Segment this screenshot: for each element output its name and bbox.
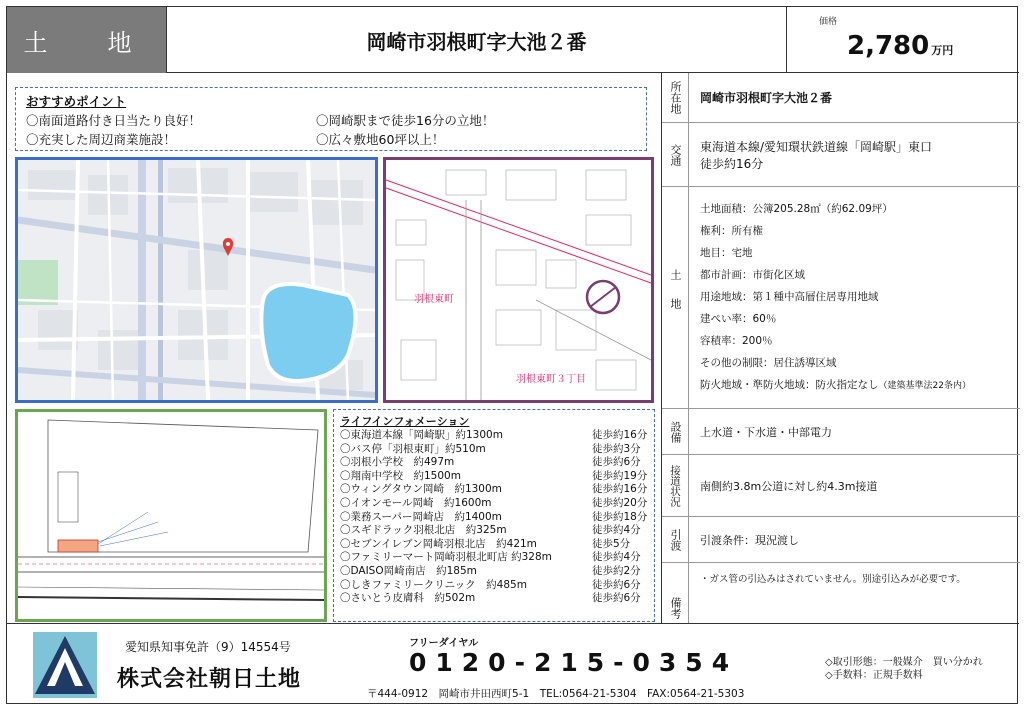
lifeline-walk: 徒歩約2分	[592, 564, 641, 577]
land-items	[700, 187, 1016, 408]
traffic-line: 東海道本線/愛知環状鉄道線「岡崎駅」東口	[700, 139, 933, 154]
lifeline-place: 〇業務スーパー岡崎店 約1400m	[340, 510, 502, 523]
spec-value	[700, 73, 1016, 122]
map-label: 羽根東町３丁目	[516, 374, 586, 385]
lifeline-walk: 徒歩約6分	[592, 592, 641, 605]
recommend-title: おすすめポイント	[26, 94, 127, 109]
location-value: 岡崎市羽根町字大池２番	[700, 91, 833, 105]
recommend-item: 〇南面道路付き日当たり良好！	[26, 113, 202, 128]
lifeline-row	[340, 456, 648, 470]
lifeline-row	[340, 497, 648, 511]
lifeline-row	[340, 551, 648, 565]
lifeline-walk: 徒歩約4分	[592, 551, 641, 564]
land-item: 権利：所有権	[700, 225, 763, 237]
lifeline-row	[340, 579, 648, 593]
recommend-item: 〇充実した周辺商業施設！	[26, 132, 177, 147]
zoom-map	[383, 157, 654, 403]
spec-row-equip	[662, 409, 1020, 455]
lifeline-place: 〇翔南中学校 約1500m	[340, 469, 461, 482]
recommend-box	[15, 87, 647, 151]
freedial-label: フリーダイヤル	[409, 638, 479, 649]
land-item: 容積率：200％	[700, 335, 773, 347]
lifeline-place: 〇セブンイレブン岡崎羽根北店 約421m	[340, 537, 537, 550]
spec-row-land	[662, 187, 1020, 409]
trade-term: ◇取引形態：一般媒介 買い分かれ	[825, 657, 983, 668]
land-item: 用途地域：第１種中高層住居専用地域	[700, 291, 879, 303]
company-name: 株式会社朝日土地	[117, 667, 302, 692]
lifeline-row	[340, 483, 648, 497]
lifeline-row	[340, 443, 648, 457]
fire-note: （建築基準法22条内）	[878, 381, 971, 391]
lifeline-box	[333, 409, 655, 622]
spec-label	[662, 73, 689, 122]
lifeline-title: ライフインフォメーション	[340, 415, 470, 428]
area-map	[15, 157, 378, 403]
lifeline-walk: 徒歩約4分	[592, 524, 641, 537]
land-item: 地目：宅地	[700, 247, 753, 259]
lifeline-place: 〇さいとう皮膚科 約502m	[340, 592, 476, 605]
spec-label	[662, 123, 689, 186]
traffic-line: 徒歩約16分	[700, 156, 764, 171]
spec-label-text: 引渡	[669, 528, 682, 551]
freedial-number[interactable]: 0120-215-0354	[409, 648, 739, 677]
spec-row-location	[662, 73, 1020, 123]
remarks-value: ・ガス管の引込みはされていません。別途引込みが必要です。	[700, 574, 966, 585]
trade-terms	[825, 656, 983, 682]
company-address: 〒444-0912 岡崎市井田西町5-1 TEL:0564-21-5304 FAX:0564-21-5303	[367, 688, 745, 700]
site-plan-graphic	[18, 412, 324, 619]
header-address: 岡崎市羽根町字大池２番	[167, 7, 787, 73]
handover-value: 引渡条件：現況渡し	[700, 533, 799, 547]
area-map-graphic	[18, 160, 375, 400]
lifeline-place: 〇羽根小学校 約497m	[340, 456, 455, 469]
spec-label	[662, 517, 689, 562]
spec-label-text: 設備	[669, 420, 682, 443]
price-value: 2,780	[847, 31, 930, 61]
spec-label-text: 土地	[669, 268, 682, 327]
lifeline-walk: 徒歩5分	[592, 537, 631, 550]
land-item: 都市計画：市街化区域	[700, 269, 805, 281]
spec-label	[662, 409, 689, 454]
spec-value	[700, 455, 1016, 516]
lifeline-place: 〇スギドラック羽根北店 約325m	[340, 524, 507, 537]
spec-row-road	[662, 455, 1020, 517]
footer	[7, 623, 1019, 705]
spec-label-text: 接道状況	[669, 464, 681, 507]
lifeline-place: 〇イオンモール岡崎 約1600m	[340, 496, 492, 509]
road-value: 南側約3.8m公道に対し約4.3m接道	[700, 479, 878, 493]
trade-term: ◇手数料：正規手数料	[825, 670, 923, 681]
lifeline-place: 〇東海道本線「岡崎駅」約1300m	[340, 429, 503, 441]
lifeline-row	[340, 538, 648, 552]
spec-label	[662, 563, 689, 623]
recommend-item: 〇岡崎駅まで徒歩16分の立地！	[316, 113, 495, 128]
lifeline-place: 〇DAISO岡崎南店 約185m	[340, 564, 477, 577]
spec-label-text: 備考	[669, 597, 682, 619]
lifeline-row	[340, 524, 648, 538]
recommend-item: 〇広々敷地60坪以上！	[316, 132, 445, 147]
lifeline-walk: 徒歩約6分	[592, 456, 641, 469]
lifeline-row	[340, 429, 648, 443]
spec-value	[700, 123, 1016, 186]
license: 愛知県知事免許（9）14554号	[125, 640, 291, 654]
spec-table	[661, 73, 1019, 623]
zoom-map-graphic	[386, 160, 651, 400]
lifeline-row	[340, 511, 648, 525]
lifeline-place: 〇バス停「羽根東町」約510m	[340, 442, 486, 455]
spec-value	[700, 409, 1016, 454]
company-logo-icon	[33, 632, 97, 698]
lifeline-walk: 徒歩約3分	[592, 442, 641, 455]
price-unit: 万円	[931, 44, 954, 57]
spec-row-traffic	[662, 123, 1020, 187]
spec-value	[700, 563, 1016, 623]
spec-label-text: 交通	[669, 143, 682, 166]
spec-label-text: 所在地	[669, 81, 682, 114]
lifeline-place: 〇しきファミリークリニック 約485m	[340, 578, 527, 591]
price-label: 価格	[819, 17, 838, 27]
spec-label	[662, 187, 689, 408]
lifeline-row	[340, 565, 648, 579]
land-item: 建ぺい率：60％	[700, 313, 777, 325]
spec-row-handover	[662, 517, 1020, 563]
lifeline-walk: 徒歩約16分	[592, 429, 648, 441]
lifeline-walk: 徒歩約6分	[592, 578, 641, 591]
lifeline-place: 〇ウィングタウン岡崎 約1300m	[340, 483, 502, 496]
equip-value: 上水道・下水道・中部電力	[700, 425, 832, 439]
spec-row-remarks	[662, 563, 1020, 623]
lifeline-row	[340, 592, 648, 606]
price	[847, 31, 953, 61]
land-item: その他の制限：居住誘導区域	[700, 357, 837, 369]
site-plan	[15, 409, 327, 622]
header	[7, 7, 1019, 73]
lifeline-walk: 徒歩約19分	[592, 469, 648, 482]
fire-text: 防火地域・準防火地域：防火指定なし	[700, 379, 879, 391]
lifeline-walk: 徒歩約18分	[592, 510, 648, 523]
property-type: 土 地	[7, 7, 167, 73]
land-item: 土地面積：公簿205.28㎡（約62.09坪）	[700, 203, 893, 215]
lifeline-walk: 徒歩約20分	[592, 496, 648, 509]
lifeline-place: 〇ファミリーマート岡崎羽根北町店 約328m	[340, 551, 552, 564]
lifeline-row	[340, 470, 648, 484]
map-label: 羽根東町	[414, 294, 454, 305]
flyer	[6, 6, 1018, 704]
spec-label	[662, 455, 689, 516]
spec-value	[700, 517, 1016, 562]
lifeline-walk: 徒歩約16分	[592, 483, 648, 496]
land-item	[700, 374, 1016, 397]
